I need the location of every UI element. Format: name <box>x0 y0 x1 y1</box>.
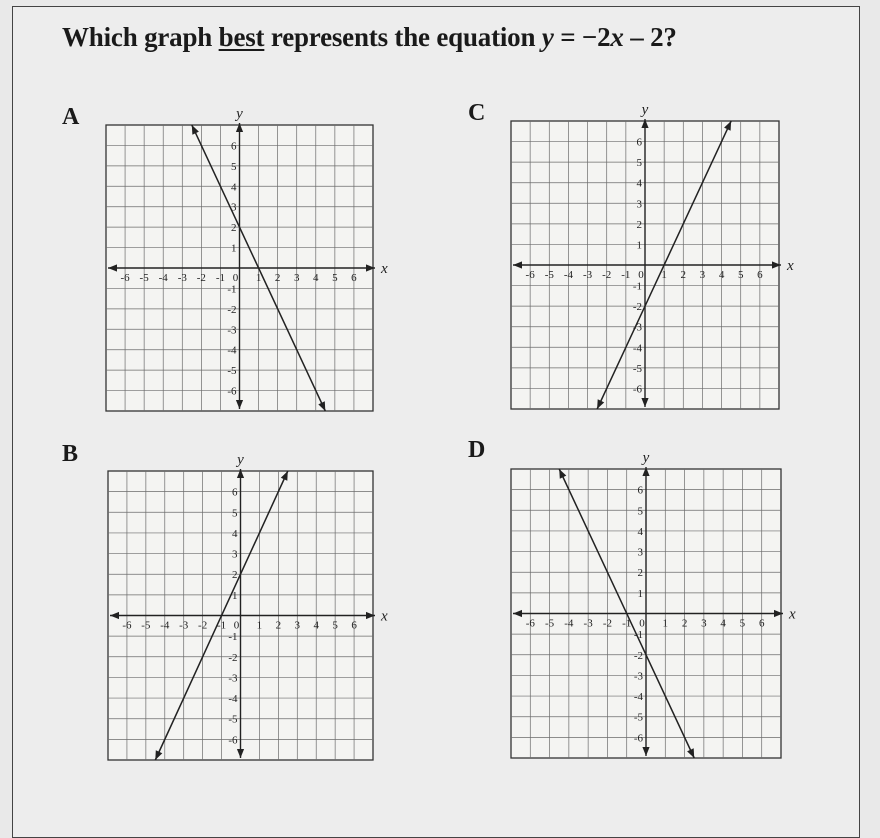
graph-d-y-tick-label: -6 <box>633 732 643 745</box>
graph-c-y-tick-label: -4 <box>632 342 642 355</box>
graph-c-x-tick-label: -1 <box>621 269 631 281</box>
graph-d-y-tick-label: 3 <box>637 546 643 559</box>
graph-d[interactable] <box>511 450 796 758</box>
graph-b-y-tick-label: 1 <box>232 589 238 602</box>
graph-a-y-tick-label: 5 <box>231 160 237 173</box>
graph-a[interactable] <box>106 106 388 411</box>
graph-c-y-tick-label: 2 <box>636 218 642 231</box>
graph-d-x-tick-label: 6 <box>758 617 765 630</box>
graph-d-y-tick-label: -3 <box>633 670 643 683</box>
graph-a-x-tick-label: -3 <box>177 272 187 284</box>
graph-d-y-tick-label: -2 <box>633 649 643 662</box>
option-label-c[interactable]: C <box>468 100 486 126</box>
graph-c-x-tick-label: 3 <box>699 269 706 281</box>
question-var-x: x <box>610 22 624 52</box>
graph-c-x-tick-label: -2 <box>602 269 612 281</box>
graph-b-y-axis-label: y <box>237 452 244 468</box>
question-text <box>62 22 677 53</box>
graph-c-y-tick-label: 4 <box>636 177 642 190</box>
graph-a-y-tick-label: 2 <box>231 222 237 235</box>
question-suffix: – 2? <box>623 22 677 52</box>
graph-a-y-tick-label: 1 <box>231 242 237 255</box>
question-middle: represents the equation <box>264 22 542 52</box>
graph-b-y-tick-label: -6 <box>228 734 238 747</box>
graph-a-y-tick-label: 6 <box>231 140 237 153</box>
question-var-y: y <box>541 22 554 52</box>
graph-a-y-tick-label: 4 <box>231 181 237 194</box>
graph-c-x-tick-label: 6 <box>757 269 763 281</box>
graph-c-y-tick-label: -2 <box>632 301 642 314</box>
graph-d-y-tick-label: 6 <box>637 484 643 497</box>
graph-a-y-tick-label: -5 <box>227 365 237 378</box>
graph-b-x-tick-label: -3 <box>179 619 189 632</box>
graph-b-x-tick-label: 5 <box>332 619 338 632</box>
graph-b-y-tick-label: -5 <box>228 713 238 726</box>
graph-c-y-tick-label: 3 <box>636 198 642 211</box>
graph-d-y-tick-label: 1 <box>637 587 643 600</box>
graph-d-x-tick-label: 5 <box>739 617 746 630</box>
graph-d-y-tick-label: 4 <box>637 525 643 538</box>
graph-d-x-tick-label: -3 <box>583 617 593 630</box>
graph-a-x-tick-label: -4 <box>158 272 168 284</box>
graph-c-x-tick-label: -5 <box>544 269 554 281</box>
graph-b-y-tick-label: -1 <box>228 631 238 644</box>
graph-c-y-tick-label: 6 <box>636 136 642 149</box>
graph-b-x-tick-label: 6 <box>351 619 357 632</box>
graph-a-y-tick-label: -1 <box>227 283 237 296</box>
graph-d-x-tick-label: 2 <box>681 617 688 630</box>
graph-b-y-tick-label: 4 <box>232 527 238 540</box>
graph-b-x-tick-label: -6 <box>122 619 132 632</box>
graph-b-x-tick-label: 3 <box>294 619 301 632</box>
graph-a-x-tick-label: -2 <box>196 272 206 284</box>
graph-d-x-tick-label: 1 <box>662 617 669 630</box>
graph-d-x-tick-label: 0 <box>639 617 645 630</box>
graph-a-x-tick-label: 3 <box>293 272 300 284</box>
graph-a-y-tick-label: -2 <box>227 303 237 316</box>
graph-b-x-tick-label: -4 <box>160 619 170 632</box>
graph-c-y-tick-label: 5 <box>636 157 642 170</box>
graph-a-x-tick-label: 0 <box>232 272 239 284</box>
graph-c-x-tick-label: -6 <box>525 269 535 281</box>
graph-b-x-tick-label: -5 <box>141 619 151 632</box>
option-label-d[interactable]: D <box>468 437 486 463</box>
graph-b-y-tick-label: 3 <box>232 548 238 561</box>
graph-c-x-tick-label: 4 <box>718 269 725 281</box>
graph-a-x-tick-label: -6 <box>120 272 130 284</box>
graph-c-x-tick-label: 2 <box>680 269 687 281</box>
graph-a-x-tick-label: -5 <box>139 272 149 284</box>
graph-a-x-tick-label: 2 <box>274 272 281 284</box>
graph-d-y-axis-label: y <box>642 450 650 466</box>
graph-b-x-tick-label: 1 <box>256 619 263 632</box>
graph-a-y-tick-label: -3 <box>227 324 237 337</box>
graph-d-y-tick-label: -5 <box>633 711 643 724</box>
graph-d-x-tick-label: 4 <box>720 617 726 630</box>
graph-d-y-tick-label: 5 <box>637 505 643 518</box>
graph-d-x-axis-label: x <box>789 606 796 623</box>
graph-c-x-tick-label: -4 <box>563 269 574 281</box>
graph-d-y-tick-label: -1 <box>633 629 643 642</box>
graph-d-x-tick-label: -4 <box>564 617 574 630</box>
graph-a-y-axis-label: y <box>236 106 243 122</box>
graph-c-y-tick-label: 1 <box>636 239 642 252</box>
graph-b-y-tick-label: 6 <box>232 486 238 499</box>
graph-b-x-tick-label: 4 <box>313 619 319 632</box>
graph-d-x-tick-label: -6 <box>525 617 535 630</box>
graph-b-y-tick-label: -3 <box>228 672 238 685</box>
graph-c-x-tick-label: 0 <box>638 269 644 281</box>
graph-b-y-tick-label: 2 <box>232 569 238 582</box>
graph-c-y-tick-label: -3 <box>632 321 642 334</box>
graph-b-x-tick-label: 0 <box>233 619 240 632</box>
graph-a-x-tick-label: 4 <box>313 272 319 284</box>
graph-a-y-tick-label: -4 <box>227 344 237 357</box>
graph-d-x-tick-label: -1 <box>622 617 632 630</box>
graph-a-x-tick-label: 1 <box>255 272 262 284</box>
question-prefix: Which graph <box>62 22 219 52</box>
graph-c-x-tick-label: 1 <box>661 269 667 281</box>
graph-b[interactable] <box>108 452 388 760</box>
option-label-a[interactable]: A <box>62 104 80 130</box>
graph-a-x-axis-label: x <box>381 261 388 277</box>
graph-d-x-tick-label: -5 <box>544 617 555 630</box>
option-label-b[interactable]: B <box>62 441 79 467</box>
graph-c-y-axis-label: y <box>641 102 649 118</box>
graph-a-x-tick-label: 5 <box>332 272 338 284</box>
graph-b-x-axis-label: x <box>381 608 388 625</box>
question-emphasis: best <box>218 22 265 52</box>
graph-c-x-tick-label: -3 <box>582 269 593 281</box>
graph-c-y-tick-label: -1 <box>632 280 642 293</box>
graph-a-y-tick-label: 3 <box>231 201 237 214</box>
graph-a-x-tick-label: -1 <box>215 272 226 284</box>
graph-c-y-tick-label: -6 <box>632 383 642 396</box>
graph-b-x-tick-label: -1 <box>216 619 227 632</box>
graph-a-x-tick-label: 6 <box>351 272 357 284</box>
graph-b-y-tick-label: -4 <box>228 693 238 706</box>
question-equals: = −2 <box>553 22 611 52</box>
graph-d-x-tick-label: -2 <box>602 617 613 630</box>
graph-a-y-tick-label: -6 <box>227 385 237 398</box>
graph-b-x-tick-label: 2 <box>275 619 282 632</box>
graph-d-y-tick-label: 2 <box>637 567 643 580</box>
graph-c-y-tick-label: -5 <box>632 362 642 375</box>
graph-d-x-tick-label: 3 <box>701 617 707 630</box>
graph-b-x-tick-label: -2 <box>198 619 208 632</box>
graph-b-y-tick-label: 5 <box>232 507 238 520</box>
graph-c[interactable] <box>511 102 794 409</box>
graph-c-x-tick-label: 5 <box>737 269 744 281</box>
graph-c-x-axis-label: x <box>787 258 794 274</box>
graph-b-y-tick-label: -2 <box>228 651 238 664</box>
graph-d-y-tick-label: -4 <box>633 691 643 704</box>
